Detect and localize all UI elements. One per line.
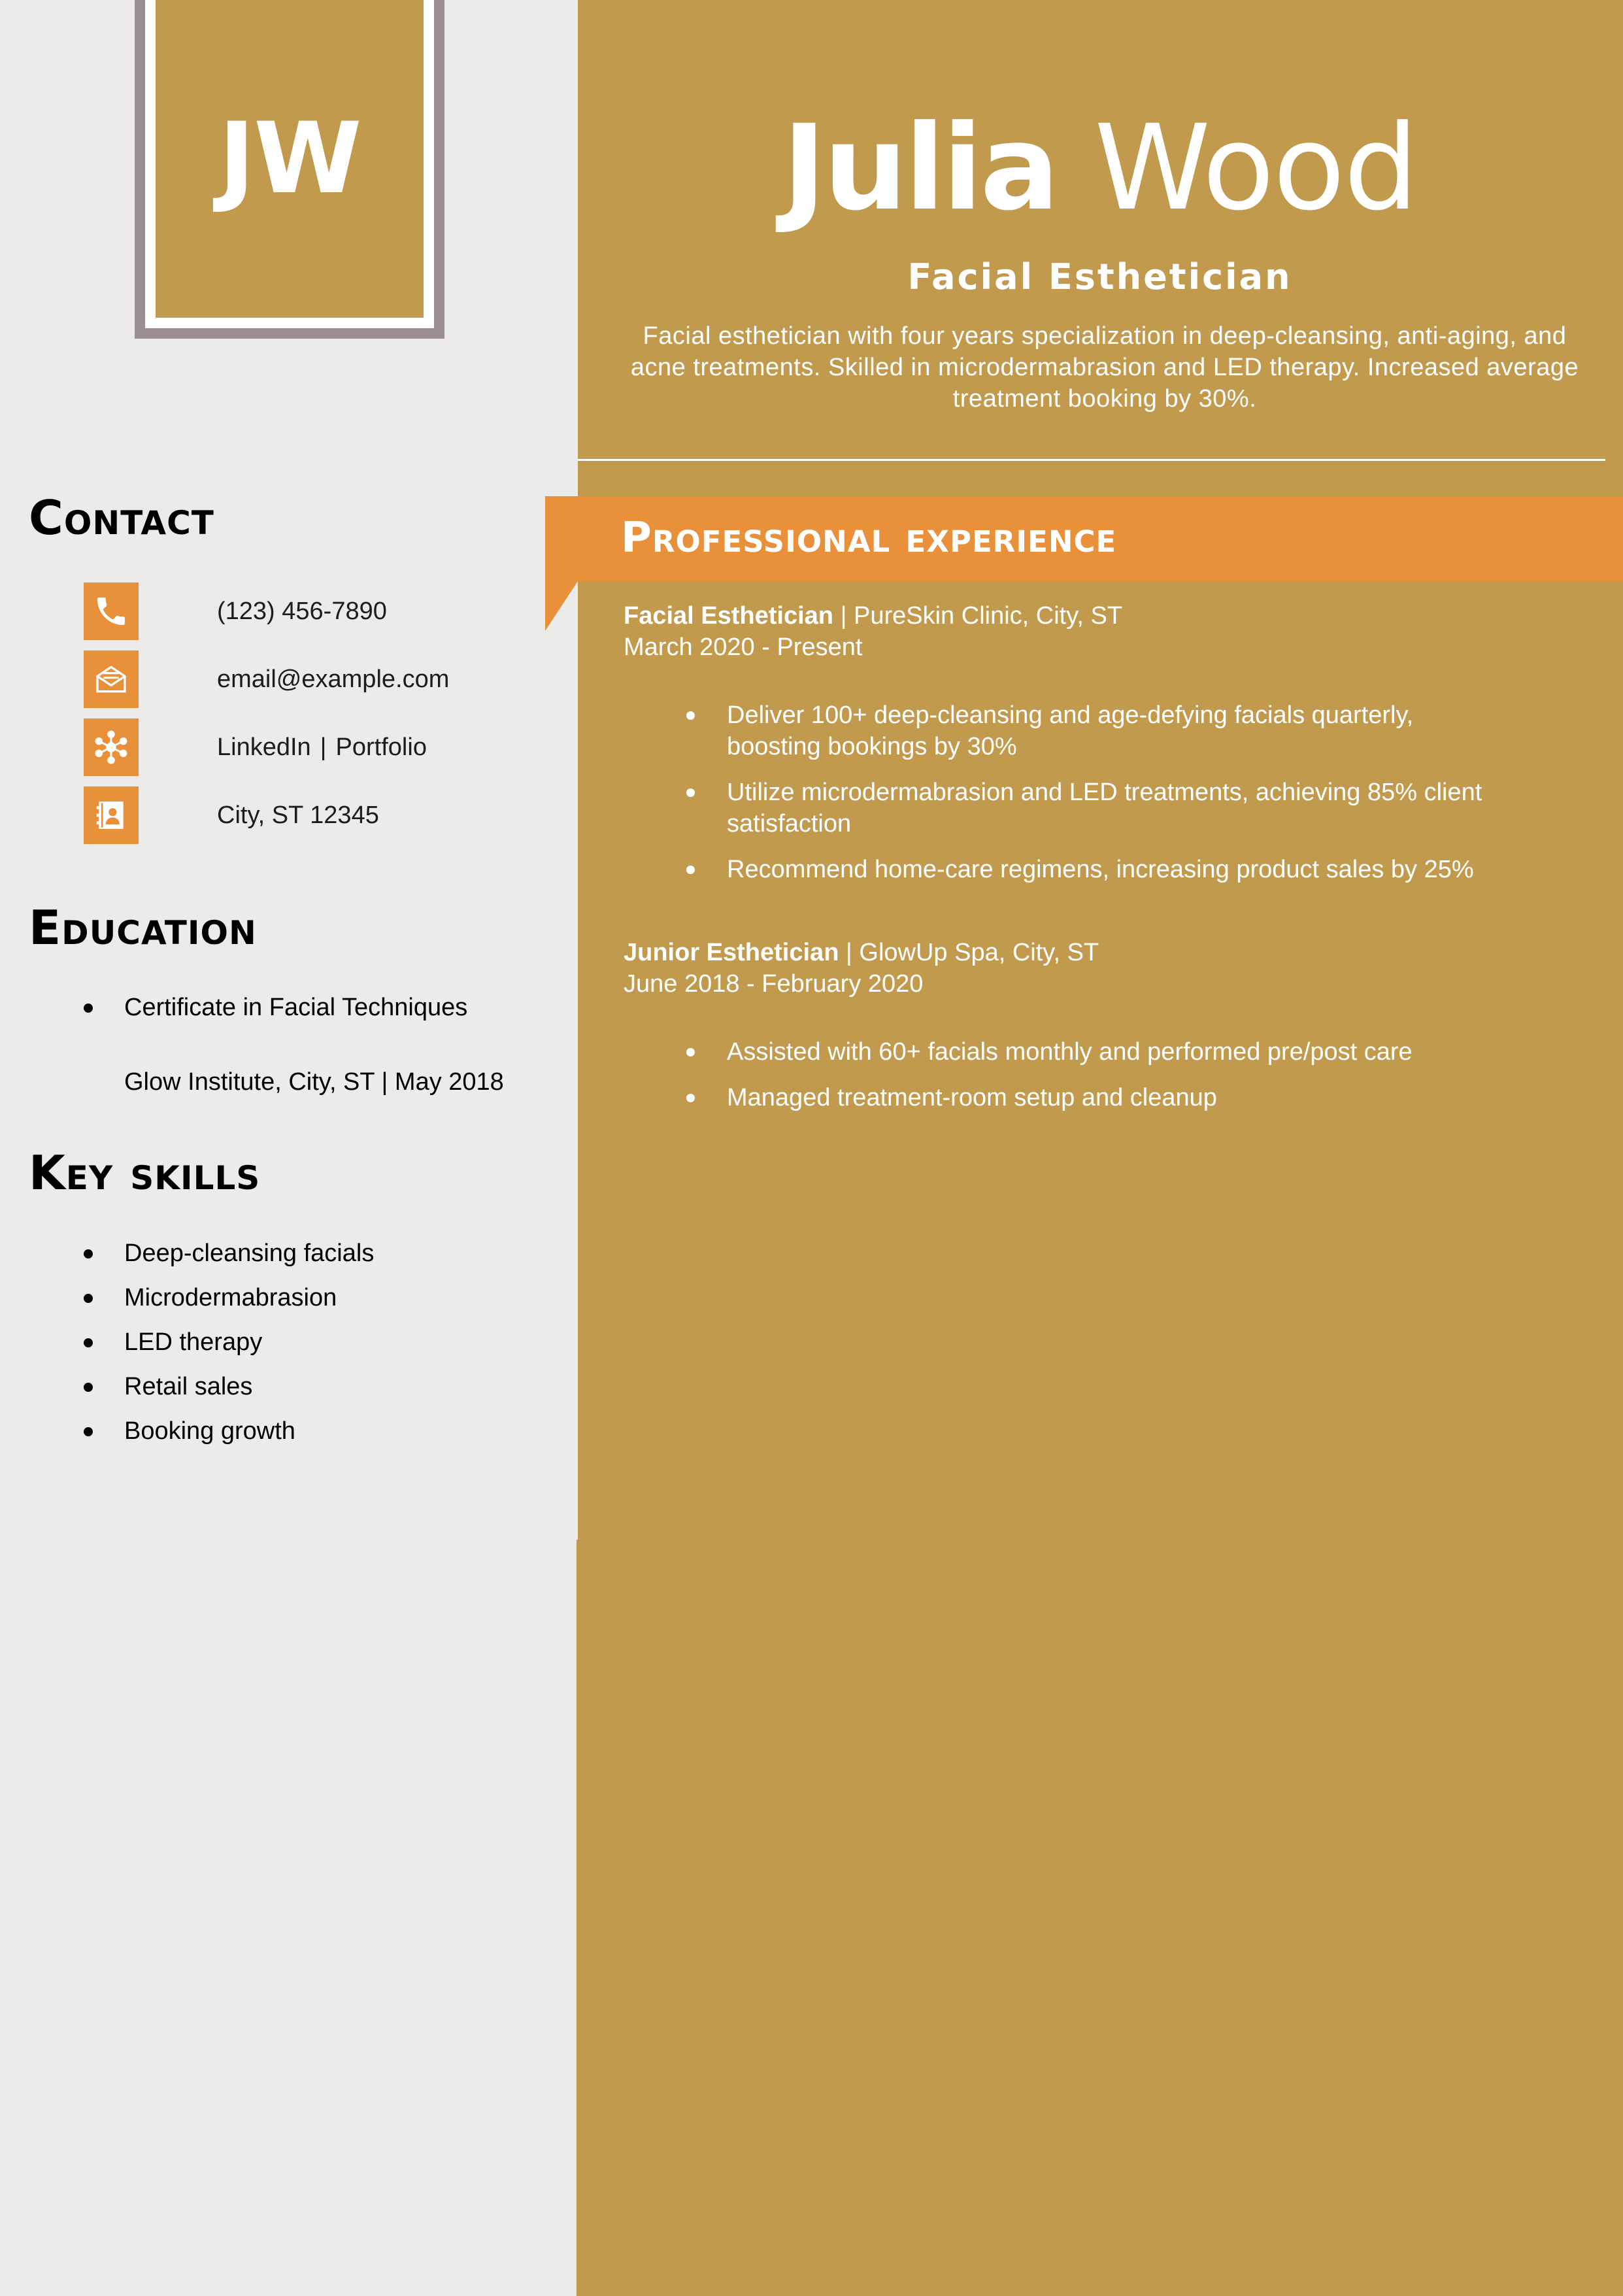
contact-phone bbox=[84, 582, 387, 641]
header-divider bbox=[578, 459, 1605, 461]
link-separator: | bbox=[320, 733, 327, 761]
job-dates: March 2020 - Present bbox=[624, 633, 863, 661]
education-degree: Certificate in Facial Techniques bbox=[84, 992, 467, 1023]
location-text: City, ST 12345 bbox=[217, 801, 379, 829]
job-title-line bbox=[624, 600, 1591, 632]
job-company: | GlowUp Spa, City, ST bbox=[839, 939, 1099, 966]
job-bullet: Managed treatment-room setup and cleanup bbox=[624, 1082, 1498, 1113]
network-icon bbox=[84, 718, 139, 776]
job-company: | PureSkin Clinic, City, ST bbox=[833, 602, 1123, 630]
job-entry bbox=[624, 600, 1591, 900]
linkedin-link[interactable]: LinkedIn bbox=[217, 733, 311, 761]
job-role: Facial Esthetician bbox=[624, 602, 834, 630]
phone-icon bbox=[84, 582, 139, 640]
job-title: Facial Esthetician bbox=[907, 256, 1292, 297]
skills-list bbox=[84, 1238, 374, 1447]
job-bullet: Assisted with 60+ facials monthly and performed pre/post care bbox=[624, 1036, 1498, 1068]
experience-banner-fold bbox=[545, 581, 578, 631]
education-heading: Education bbox=[29, 900, 257, 955]
job-bullets bbox=[624, 1036, 1591, 1113]
portfolio-link[interactable]: Portfolio bbox=[335, 733, 427, 761]
skill-item: Retail sales bbox=[84, 1371, 374, 1402]
last-name: Wood bbox=[1094, 100, 1418, 237]
job-bullet: Deliver 100+ deep-cleansing and age-defying facials quarterly, boosting bookings by 30% bbox=[624, 700, 1498, 762]
experience-heading: Professional experience bbox=[621, 514, 1117, 562]
first-name: Julia bbox=[782, 100, 1057, 237]
monogram-box bbox=[156, 0, 424, 318]
job-bullet: Recommend home-care regimens, increasing product sales by 25% bbox=[624, 854, 1498, 885]
profile-summary: Facial esthetician with four years specialization in deep-cleansing, anti-aging, and acne treatments. Skilled in microdermabrasion and LED therapy. Increased average treatment booking by 30%. bbox=[630, 322, 1579, 413]
contact-links bbox=[84, 718, 427, 777]
skill-item: Deep-cleansing facials bbox=[84, 1238, 374, 1269]
monogram-frame bbox=[135, 0, 444, 339]
job-entry bbox=[624, 937, 1591, 1128]
skill-item: Booking growth bbox=[84, 1415, 374, 1447]
monogram-border bbox=[145, 0, 434, 328]
monogram-initials: JW bbox=[218, 102, 361, 216]
skill-item: Microdermabrasion bbox=[84, 1282, 374, 1313]
phone-number: (123) 456-7890 bbox=[217, 597, 387, 625]
job-bullet: Utilize microdermabrasion and LED treatments, achieving 85% client satisfaction bbox=[624, 777, 1498, 839]
job-bullets bbox=[624, 700, 1591, 885]
skills-heading: Key skills bbox=[29, 1145, 261, 1200]
contact-heading: Contact bbox=[29, 490, 214, 545]
candidate-name bbox=[577, 98, 1623, 239]
education-list bbox=[84, 992, 467, 1023]
contact-location bbox=[84, 786, 379, 845]
skill-item: LED therapy bbox=[84, 1326, 374, 1358]
email-address[interactable]: email@example.com bbox=[217, 665, 450, 693]
links-text bbox=[217, 734, 427, 762]
contact-email bbox=[84, 650, 449, 709]
email-icon bbox=[84, 650, 139, 708]
job-dates: June 2018 - February 2020 bbox=[624, 970, 924, 998]
job-title-line bbox=[624, 937, 1591, 968]
address-book-icon bbox=[84, 786, 139, 844]
job-role: Junior Esthetician bbox=[624, 939, 839, 966]
education-details: Glow Institute, City, ST | May 2018 bbox=[124, 1068, 504, 1096]
